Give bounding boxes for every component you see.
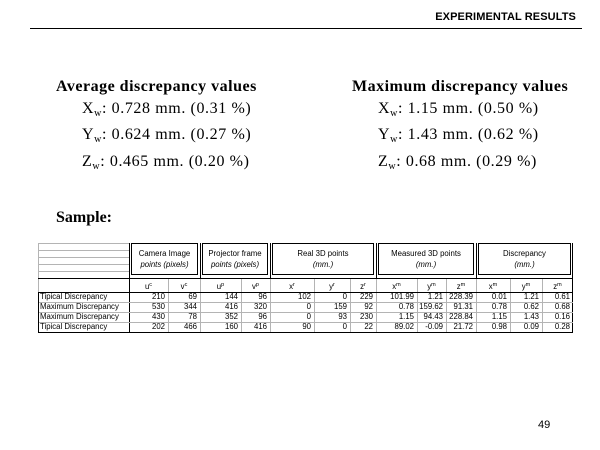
maximum-row-y [352, 124, 568, 151]
symbol-superscript: r [333, 282, 335, 288]
table-cell: -0.09 [425, 322, 443, 331]
group-header-line1: Real 3D points [297, 249, 349, 258]
group-header-0 [131, 243, 198, 275]
label-grid-vertical [38, 243, 39, 292]
average-value: : 0.624 mm. (0.27 %) [101, 126, 252, 143]
table-cell: 228.84 [449, 312, 473, 321]
table-cell: 0 [342, 292, 347, 301]
table-cell: 210 [151, 292, 165, 301]
header-rule [30, 28, 582, 29]
symbol-base: y [521, 282, 526, 291]
average-value: : 0.728 mm. (0.31 %) [101, 99, 252, 117]
symbol-cell [314, 278, 350, 292]
table-cell: 0 [306, 302, 311, 311]
row-label: Tipical Discrepancy [40, 292, 108, 301]
label-grid-line [38, 243, 129, 244]
table-cell: 160 [224, 322, 238, 331]
table-cell: 1.15 [491, 312, 507, 321]
table-cell: 92 [364, 302, 373, 311]
table-cell: 1.43 [523, 312, 539, 321]
table-cell: 102 [297, 292, 311, 301]
symbol-base: z [360, 282, 365, 291]
maximum-row-z [352, 151, 568, 178]
group-header-3 [378, 243, 474, 275]
table-cell: 0.28 [554, 322, 570, 331]
axis-letter: Y [378, 126, 391, 143]
axis-subscript: w [388, 160, 397, 172]
table-cell: 159.62 [419, 302, 443, 311]
symbol-base: v [180, 282, 185, 291]
symbol-superscript: p [255, 282, 259, 288]
section-header: EXPERIMENTAL RESULTS [435, 11, 576, 23]
table-cell: 416 [224, 302, 238, 311]
table-cell: 228.39 [449, 292, 473, 301]
axis-letter: Z [82, 152, 93, 170]
table-cell: 78 [188, 312, 197, 321]
axis-subscript: w [390, 134, 398, 145]
symbol-cell [376, 278, 417, 292]
symbol-superscript: m [525, 282, 531, 288]
table-cell: 0.61 [554, 292, 570, 301]
group-header-line1: Measured 3D points [391, 249, 461, 258]
maximum-value: : 1.43 mm. (0.62 %) [397, 126, 539, 143]
symbol-cell [417, 278, 446, 292]
table-cell: 229 [359, 292, 373, 301]
table-cell: 0.16 [554, 312, 570, 321]
axis-letter: X [82, 99, 95, 117]
table-cell: 21.72 [453, 322, 473, 331]
symbol-superscript: m [557, 282, 562, 288]
group-header-line2: (mm.) [514, 260, 535, 269]
symbol-base: x [488, 282, 493, 291]
table-cell: 1.15 [398, 312, 414, 321]
table-cell: 0.09 [523, 322, 539, 331]
symbol-base: v [252, 282, 256, 291]
group-header-line2: (mm.) [312, 260, 334, 269]
maximum-value: : 1.15 mm. (0.50 %) [397, 99, 539, 117]
group-header-1 [202, 243, 268, 275]
group-header-line2: (mm.) [415, 260, 437, 269]
axis-subscript: w [92, 160, 101, 172]
table-cell: 96 [258, 292, 267, 301]
table-cell: 0.62 [523, 302, 539, 311]
table-cell: 344 [183, 302, 197, 311]
symbol-cell [510, 278, 542, 292]
symbol-superscript: c [149, 282, 153, 288]
table-cell: 101.99 [390, 292, 414, 301]
symbol-cell [446, 278, 476, 292]
table-cell: 94.43 [423, 312, 443, 321]
label-grid-line [38, 264, 129, 265]
symbol-cell [476, 278, 510, 292]
group-header-line1: Projector frame [208, 249, 262, 258]
table-cell: 89.02 [394, 322, 414, 331]
group-header-line1: Discrepancy [503, 249, 546, 258]
axis-letter: X [378, 99, 391, 117]
group-header-line1: Camera Image [138, 249, 191, 258]
maximum-discrepancy-block [352, 76, 568, 177]
group-header-4 [478, 243, 571, 275]
label-grid-line [38, 257, 129, 258]
group-header-line2: points (pixels) [140, 260, 189, 269]
table-cell: 466 [183, 322, 197, 331]
table-cell: 90 [302, 322, 311, 331]
average-value: : 0.465 mm. (0.20 %) [100, 152, 250, 170]
symbol-base: z [456, 282, 461, 291]
table-cell: 91.31 [453, 302, 473, 311]
symbol-superscript: r [293, 282, 295, 288]
symbol-base: y [427, 282, 432, 291]
table-cell: 230 [359, 312, 373, 321]
table-cell: 0.78 [491, 302, 507, 311]
symbol-base: x [392, 282, 397, 291]
average-row-x [56, 98, 257, 125]
symbol-base: u [144, 282, 150, 291]
label-grid-line [38, 250, 129, 251]
page-number: 49 [538, 419, 551, 431]
average-row-z [56, 151, 257, 178]
axis-subscript: w [94, 134, 102, 145]
symbol-cell [542, 278, 573, 292]
table-cell: 430 [151, 312, 165, 321]
table-cell: 320 [253, 302, 267, 311]
maximum-value: : 0.68 mm. (0.29 %) [396, 152, 537, 170]
symbol-cell [200, 278, 241, 292]
table-cell: 0.78 [398, 302, 414, 311]
table-cell: 144 [224, 292, 238, 301]
table-cell: 159 [333, 302, 347, 311]
symbol-cell [168, 278, 200, 292]
symbol-base: u [216, 282, 222, 291]
symbol-superscript: m [396, 282, 401, 288]
axis-letter: Z [378, 152, 389, 170]
table-cell: 0 [342, 322, 347, 331]
symbol-superscript: p [221, 282, 225, 288]
symbol-superscript: m [492, 282, 498, 288]
symbol-cell [129, 278, 168, 292]
row-label: Tipical Discrepancy [40, 322, 108, 331]
row-label: Maximum Discrepancy [40, 302, 119, 311]
axis-subscript: w [390, 107, 398, 119]
symbol-superscript: m [431, 282, 436, 288]
symbol-row-top [38, 278, 573, 279]
axis-letter: Y [82, 126, 95, 143]
sample-table [38, 242, 573, 340]
table-cell: 1.21 [523, 292, 539, 301]
table-cell: 530 [151, 302, 165, 311]
table-cell: 352 [224, 312, 238, 321]
average-row-y [56, 124, 257, 151]
symbol-superscript: m [460, 282, 466, 288]
average-discrepancy-block [56, 76, 257, 177]
table-cell: 69 [188, 292, 197, 301]
table-cell: 202 [151, 322, 165, 331]
axis-subscript: w [94, 107, 102, 119]
table-cell: 0.98 [491, 322, 507, 331]
maximum-title: Maximum discrepancy values [352, 78, 569, 95]
table-cell: 1.21 [427, 292, 443, 301]
symbol-superscript: c [184, 282, 188, 288]
table-cell: 0 [306, 312, 311, 321]
label-grid-line [38, 271, 129, 272]
symbol-base: z [553, 282, 558, 291]
table-cell: 0.68 [554, 302, 570, 311]
table-cell: 96 [258, 312, 267, 321]
maximum-row-x [352, 98, 568, 125]
group-header-line2: points (pixels) [210, 260, 260, 269]
table-cell: 22 [364, 322, 373, 331]
symbol-base: x [289, 282, 294, 291]
row-label: Maximum Discrepancy [40, 312, 119, 321]
symbol-cell [350, 278, 376, 292]
table-cell: 0.01 [491, 292, 507, 301]
table-cell: 93 [338, 312, 347, 321]
group-header-2 [272, 243, 374, 275]
symbol-cell [241, 278, 270, 292]
sample-label: Sample: [56, 209, 112, 226]
symbol-superscript: r [364, 282, 366, 288]
average-title: Average discrepancy values [56, 78, 257, 95]
row-line [38, 332, 573, 333]
table-cell: 416 [253, 322, 267, 331]
symbol-base: y [329, 282, 334, 291]
symbol-cell [270, 278, 314, 292]
